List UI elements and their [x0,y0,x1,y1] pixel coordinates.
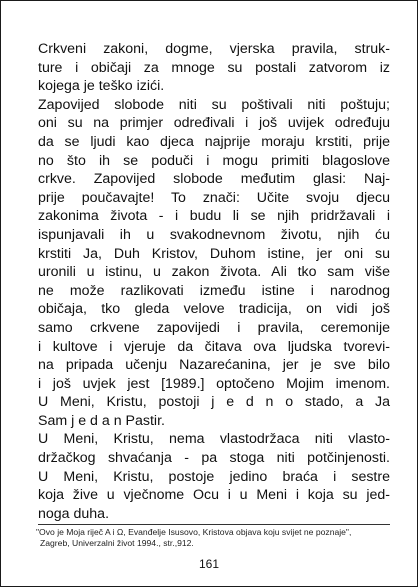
text-line: U Meni, Kristu, postoji j e d n o stado, a Ja [38,394,390,411]
text-line: oni su na primjer određivali i još uvijek određuju [38,115,390,132]
text-line: prije poučavajte! To znači: Učite svoju djecu [38,189,390,206]
text-line: samo crkvene zapovijedi i pravila, ceremonije [38,319,390,336]
text-line: Zapovijed slobode niti su poštivali niti poštuju; [38,96,390,113]
text-line: i kultove i vjeruje da čitava ova ljudska tvorevi- [38,338,390,355]
body-text [38,40,390,523]
text-line: uronili u istinu, u zakon života. Ali tko sam više [38,264,390,281]
footnote-separator [38,524,390,525]
text-line: Crkveni zakoni, dogme, vjerska pravila, struk- [38,41,390,57]
text-line: da se ljudi kao djeca najprije moraju krstiti, prije [38,133,390,150]
text-line: držačkog shvaćanja - pa stoga niti potčinjenosti. [38,450,390,467]
text-line: crkve. Zapovijed slobode međutim glasi: Naj- [38,171,390,188]
footnote-line: "Ovo je Moja riječ A i Ω, Evanđelje Isusovo, Kristova objava koju svijet ne poznaje", [36,527,352,537]
footnote-line: Zagreb, Univerzalni život 1994., str.,912. [40,537,194,548]
text-line: noga duha. [38,505,110,522]
text-line: ture i običaji za mnoge su postali zatvorom iz [38,59,390,76]
page-number: 161 [198,557,220,571]
text-line: ispunjavali ih u svakodnevnom životu, njih ću [38,226,390,243]
text-line: običaja, tko gleda velove tradicija, on vidi još [38,301,390,318]
footnote [36,527,396,548]
text-line: koja žive u vječnome Ocu i u Meni i koja su jed- [38,487,390,504]
text-line: Sam j e d a n Pastir. [38,412,165,429]
text-line: U Meni, Kristu, nema vlastodržaca niti vlasto- [38,431,390,448]
text-line: kojega je teško izići. [38,78,165,95]
text-line: ne može razlikovati između istine i narodnog [38,282,390,299]
text-line: na pripada učenju Nazarećanina, jer je sve bilo [38,357,390,374]
text-line: zakonima života - i budu li se njih pridržavali i [38,208,390,225]
text-line: i još uvjek jest [1989.] optočeno Mojim imenom. [38,375,390,392]
text-line: krstiti Ja, Duh Kristov, Duhom istine, jer oni su [38,245,390,262]
text-line: U Meni, Kristu, postoje jedino braća i sestre [38,468,390,485]
text-line: no što ih se poduči i mogu primiti blagoslove [38,152,390,169]
